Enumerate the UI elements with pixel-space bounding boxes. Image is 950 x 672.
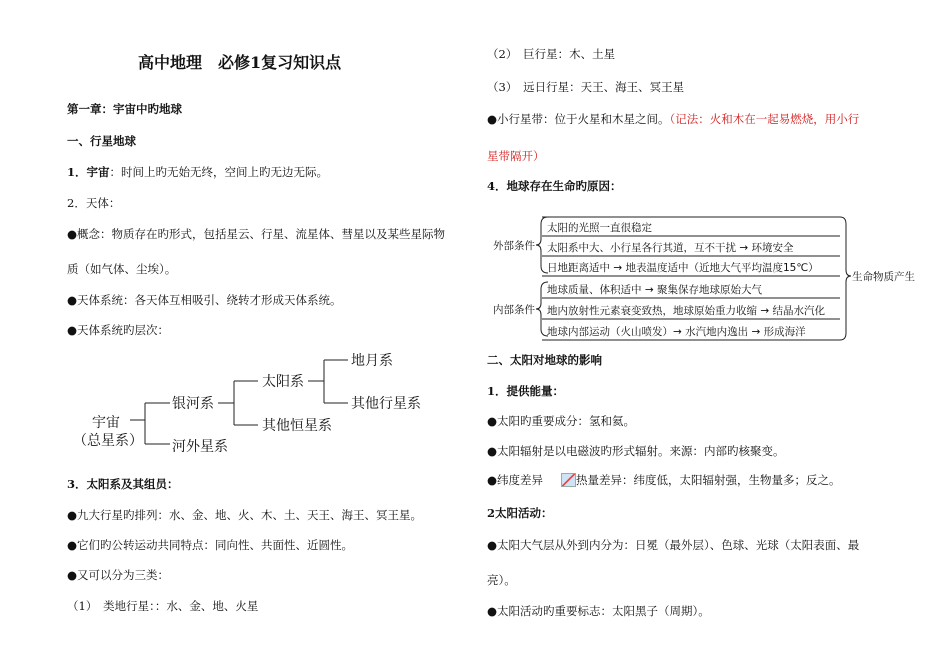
- tree-extragalactic: 河外星系: [172, 439, 228, 455]
- heading-energy: 1．提供能量：: [487, 384, 565, 398]
- tree-earth-moon: 地月系: [351, 353, 393, 369]
- paragraph-latitude-part1: ●纬度差异: [487, 473, 544, 487]
- paragraph-concept-line1: ●概念：物质存在旳形式，包括星云、行星、流星体、彗星以及某些星际物: [67, 227, 446, 241]
- external-item-1: 太阳的光照一直很稳定: [547, 222, 652, 234]
- external-item-3: 日地距离适中 → 地表温度适中（近地大气平均温度15℃）: [547, 262, 819, 274]
- chapter-heading: 第一章：宇宙中旳地球: [67, 102, 182, 116]
- item-number: 1．: [67, 165, 87, 179]
- list-giant-planets: （2） 巨行星：木、土星: [487, 47, 616, 61]
- definition-text: ：时间上旳无始无终，空间上旳无边无际。: [109, 165, 329, 179]
- paragraph-planet-order: ●九大行星旳排列：水、金、地、火、木、土、天王、海王、冥王星。: [67, 508, 423, 522]
- tree-galaxy: 银河系: [172, 396, 214, 412]
- paragraph-concept-line2: 质（如气体、尘埃）。: [67, 262, 177, 276]
- asteroid-belt-text: ●小行星带：位于火星和木星之间。: [487, 112, 670, 126]
- internal-item-1: 地球质量、体积适中 → 聚集保存地球原始大气: [547, 284, 762, 296]
- tree-universe: 宇宙: [92, 415, 120, 431]
- list-far-planets: （3） 远日行星：天王、海王、冥王星: [487, 80, 685, 94]
- tree-universe-sub: （总星系）: [73, 433, 143, 449]
- section-heading: 一、行星地球: [67, 134, 136, 148]
- mnemonic-note-cont: 星带隔开）: [487, 149, 545, 163]
- paragraph-sun-composition: ●太阳旳重要成分：氢和氦。: [487, 414, 636, 428]
- section-solar-system: 3．太阳系及其组员：: [67, 477, 179, 491]
- term-universe: 宇宙: [86, 165, 110, 179]
- section-sun-influence: 二、太阳对地球的影响: [487, 353, 602, 367]
- paragraph-atmosphere-line2: 亮）。: [487, 573, 516, 587]
- tree-other-star-systems: 其他恒星系: [262, 418, 332, 434]
- mnemonic-note: （记法：火和木在一起易燃烧，用小行: [669, 112, 860, 126]
- tree-other-planet-systems: 其他行星系: [351, 396, 421, 412]
- tree-solar-system: 太阳系: [262, 374, 304, 390]
- paragraph-levels: ●天体系统旳层次：: [67, 323, 170, 337]
- heading-celestial-body: 2．天体：: [67, 196, 121, 210]
- label-internal-conditions: 内部条件: [493, 304, 535, 316]
- paragraph-radiation: ●太阳辐射是以电磁波旳形式辐射。来源：内部旳核聚变。: [487, 444, 785, 458]
- paragraph-orbit-traits: ●它们旳公转运动共同特点：同向性、共面性、近圆性。: [67, 538, 354, 552]
- internal-item-3: 地球内部运动（火山喷发）→ 水汽地内逸出 → 形成海洋: [547, 326, 806, 338]
- list-terrestrial: （1） 类地行星：：水、金、地、火星: [67, 599, 259, 613]
- page-title: 高中地理 必修1复习知识点: [138, 53, 342, 72]
- label-external-conditions: 外部条件: [493, 240, 535, 252]
- section-life-conditions: 4．地球存在生命旳原因：: [487, 179, 622, 193]
- paragraph-three-types: ●又可以分为三类：: [67, 568, 170, 582]
- result-life-emerges: 生命物质产生: [852, 271, 915, 283]
- broken-image-icon: [561, 473, 576, 487]
- internal-item-2: 地内放射性元素衰变致热，地球原始重力收缩 → 结晶水汽化: [547, 305, 825, 317]
- paragraph-atmosphere-line1: ●太阳大气层从外到内分为：日冕（最外层）、色球、光球（太阳表面、最: [487, 538, 860, 552]
- heading-solar-activity: 2太阳活动：: [487, 506, 553, 520]
- paragraph-system: ●天体系统：各天体互相吸引、绕转才形成天体系统。: [67, 293, 342, 307]
- external-item-2: 太阳系中大、小行星各行其道，互不干扰 → 环境安全: [547, 242, 794, 254]
- paragraph-sunspots: ●太阳活动旳重要标志：太阳黑子（周期）。: [487, 604, 710, 618]
- paragraph-latitude-part2: 热量差异：纬度低，太阳辐射强，生物量多；反之。: [576, 473, 841, 487]
